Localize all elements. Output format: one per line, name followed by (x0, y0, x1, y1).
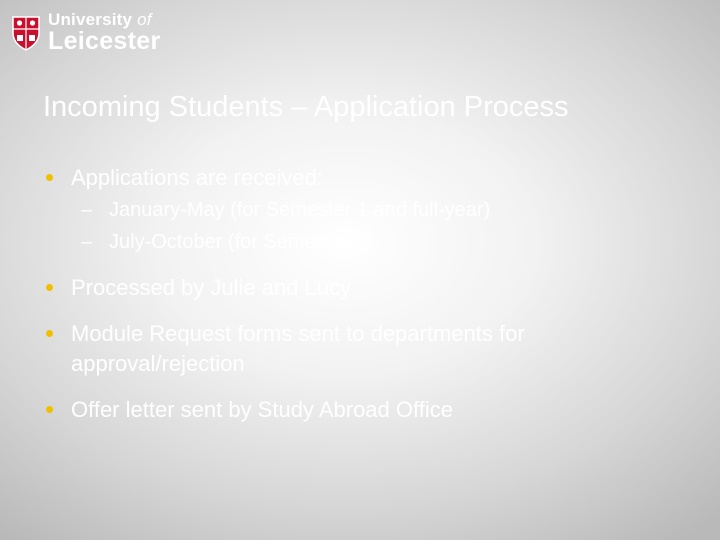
bullet-text: Offer letter sent by Study Abroad Office (71, 397, 453, 422)
bullet-text: Processed by Julie and Lucy (71, 275, 352, 300)
bullet-item (23, 273, 693, 303)
bullet-item (23, 395, 693, 425)
bullet-dot-icon (46, 330, 53, 337)
bullet-item (23, 163, 693, 257)
logo-university-text: University of (48, 10, 152, 29)
bullet-text: Applications are received: (71, 165, 323, 190)
sub-bullet-text: January-May (for Semester 1 and full-year) (109, 199, 491, 221)
university-logo (11, 11, 161, 54)
dash-marker: – (81, 231, 93, 253)
slide-title: Incoming Students – Application Process (43, 91, 569, 123)
crest-icon (11, 15, 41, 51)
sub-bullet-item (71, 227, 693, 257)
bullet-dot-icon (46, 174, 53, 181)
sub-bullet-item (71, 195, 693, 225)
bullet-text: Module Request forms sent to departments for approval/rejection (71, 321, 525, 376)
bullet-list (23, 163, 693, 425)
bullet-item (23, 319, 693, 379)
logo-leicester-text: Leicester (48, 27, 161, 55)
bullet-dot-icon (46, 406, 53, 413)
dash-marker: – (81, 199, 93, 221)
bullet-dot-icon (46, 284, 53, 291)
sub-bullet-text: July-October (for Semester 2) (109, 231, 373, 253)
